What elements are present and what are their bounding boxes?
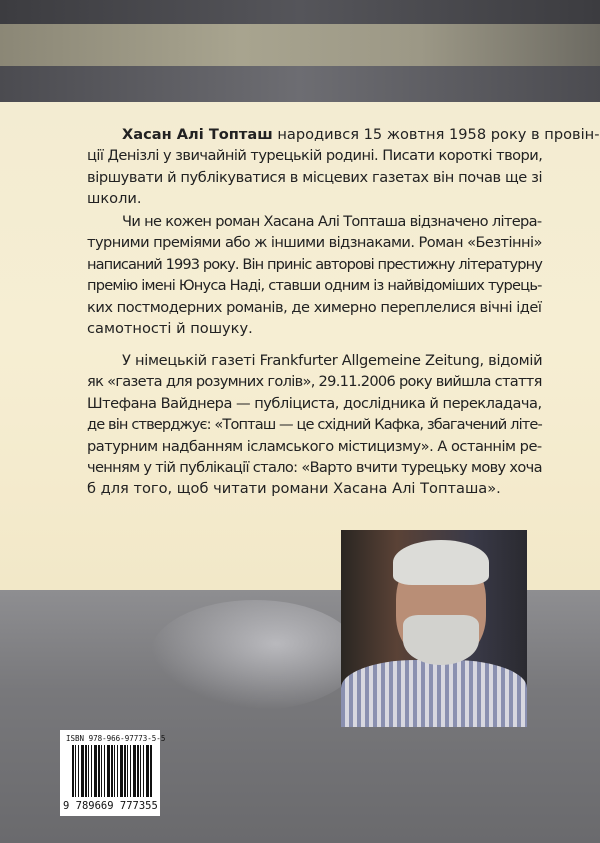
bio-paragraph-1 [87, 124, 600, 210]
isbn-barcode [60, 730, 166, 816]
text-line [87, 478, 542, 499]
barcode-bars [72, 745, 152, 797]
text-line [87, 436, 542, 457]
barcode-digits: 9 789669 777355 [63, 800, 158, 812]
author-name: Хасан Алі Топташ [122, 126, 273, 143]
line-text: написаний 1993 року. Він приніс авторові престижну літературну [87, 255, 542, 273]
top-stripe-band [0, 66, 600, 102]
bio-paragraph-2 [87, 211, 542, 339]
text-line [87, 297, 542, 318]
line-text: самотності й пошуку. [87, 320, 253, 338]
text-line [87, 145, 542, 166]
text-line [87, 211, 542, 232]
text-line [87, 414, 542, 435]
line-text: ченням у тій публікації стало: «Варто вчити турецьку мову хоча [87, 459, 542, 477]
author-photo [341, 530, 527, 727]
line-text: віршувати й публікуватися в місцевих газетах він почав ще зі [87, 168, 543, 186]
text-line [87, 275, 542, 296]
text-line [87, 318, 542, 339]
line-text: народився 15 жовтня 1958 року в провін- [272, 126, 600, 143]
text-line [87, 371, 542, 392]
text-line [87, 254, 542, 275]
text-line [87, 188, 542, 209]
line-text: як «газета для розумних голів», 29.11.2006 року вийшла стаття [87, 373, 542, 391]
text-line [87, 124, 600, 145]
line-text: премію імені Юнуса Наді, ставши одним із найвідоміших турець- [87, 277, 542, 295]
line-text: ких постмодерних романів, де химерно переплелися вічні ідеї [87, 298, 542, 316]
text-line [87, 167, 542, 188]
text-line [87, 457, 542, 478]
line-text: б для того, щоб читати романи Хасана Алі Топташа». [87, 480, 501, 498]
line-text: школи. [87, 190, 142, 208]
line-text: турними преміями або ж іншими відзнаками. Роман «Безтінні» [87, 234, 542, 252]
isbn-number: ISBN 978-966-97773-5-5 [66, 734, 166, 743]
decorative-swoosh [150, 600, 360, 710]
top-grey-band [0, 24, 600, 66]
line-text: Штефана Вайднера — публіциста, дослідника й перекладача, [87, 394, 542, 412]
line-text: Чи не кожен роман Хасана Алі Топташа відзначено літера- [122, 213, 542, 230]
line-text: де він стверджує: «Топташ — це східний Кафка, збагачений літе- [87, 416, 542, 434]
top-dark-band [0, 0, 600, 24]
line-text: ратурним надбанням ісламського містицизму». А останнім ре- [87, 437, 542, 455]
text-line [87, 232, 542, 253]
line-text: ції Денізлі у звичайній турецькій родині. Писати короткі твори, [87, 147, 543, 165]
line-text: У німецькій газеті Frankfurter Allgemeine Zeitung, відомій [122, 352, 543, 369]
review-paragraph [87, 350, 542, 500]
text-line [87, 350, 542, 371]
text-line [87, 393, 542, 414]
